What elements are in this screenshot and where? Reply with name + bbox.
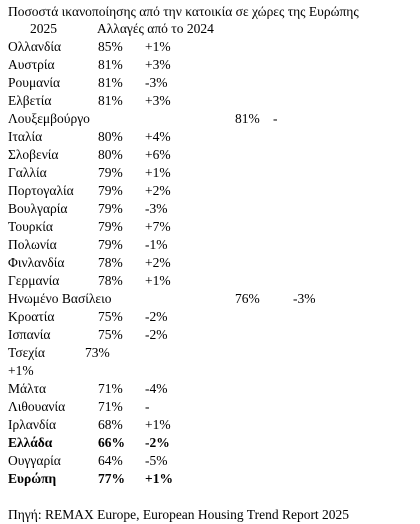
change-value: +4%	[145, 129, 171, 144]
country-name: Βουλγαρία	[8, 201, 68, 216]
table-row-total	[8, 470, 408, 488]
change-value: +3%	[145, 93, 171, 108]
change-value: -2%	[145, 435, 170, 450]
satisfaction-pct: 79%	[98, 201, 123, 216]
country-name: Πολωνία	[8, 237, 57, 252]
table-header	[8, 20, 408, 38]
satisfaction-pct: 64%	[98, 453, 123, 468]
table-row	[8, 92, 408, 110]
change-value: -5%	[145, 453, 168, 468]
table-row	[8, 380, 408, 398]
satisfaction-pct: 79%	[98, 165, 123, 180]
change-value: +1%	[8, 363, 34, 378]
table-row	[8, 344, 408, 378]
table-row	[8, 200, 408, 218]
country-name: Ευρώπη	[8, 471, 57, 486]
country-name: Ιταλία	[8, 129, 43, 144]
country-name: Ελβετία	[8, 93, 52, 108]
country-name: Πορτογαλία	[8, 183, 74, 198]
satisfaction-pct: 81%	[98, 75, 123, 90]
table-row	[8, 236, 408, 254]
satisfaction-pct: 79%	[98, 183, 123, 198]
country-name: Ιρλανδία	[8, 417, 57, 432]
table-row	[8, 272, 408, 290]
table-row	[8, 164, 408, 182]
change-value: +1%	[145, 471, 173, 486]
country-name: Ελλάδα	[8, 435, 53, 450]
change-value: +1%	[145, 39, 171, 54]
satisfaction-pct: 66%	[98, 435, 125, 450]
satisfaction-pct: 80%	[98, 129, 123, 144]
table-row	[8, 254, 408, 272]
satisfaction-pct: 71%	[98, 381, 123, 396]
table-row	[8, 218, 408, 236]
header-year: 2025	[30, 21, 57, 36]
satisfaction-pct: 75%	[98, 309, 123, 324]
satisfaction-pct: 79%	[98, 237, 123, 252]
country-name: Ουγγαρία	[8, 453, 61, 468]
change-value: -4%	[145, 381, 168, 396]
table-row	[8, 74, 408, 92]
change-value: +1%	[145, 417, 171, 432]
country-name: Αυστρία	[8, 57, 55, 72]
table-row	[8, 326, 408, 344]
table-row	[8, 416, 408, 434]
change-value: -3%	[145, 201, 168, 216]
change-value: +1%	[145, 273, 171, 288]
satisfaction-pct: 68%	[98, 417, 123, 432]
country-name: Σλοβενία	[8, 147, 59, 162]
satisfaction-pct: 78%	[98, 255, 123, 270]
country-name: Τσεχία	[8, 345, 45, 360]
table-row	[8, 38, 408, 56]
change-value: +1%	[145, 165, 171, 180]
satisfaction-pct: 71%	[98, 399, 123, 414]
table-row-highlighted	[8, 434, 408, 452]
country-name: Μάλτα	[8, 381, 47, 396]
table-row	[8, 56, 408, 74]
change-value: +2%	[145, 255, 171, 270]
satisfaction-pct: 85%	[98, 39, 123, 54]
change-value: +3%	[145, 57, 171, 72]
satisfaction-pct: 81%	[98, 93, 123, 108]
satisfaction-pct: 73%	[85, 345, 110, 360]
table-row	[8, 146, 408, 164]
country-name: Ολλανδία	[8, 39, 62, 54]
table-row	[8, 290, 408, 308]
change-value: -2%	[145, 327, 168, 342]
satisfaction-pct: 77%	[98, 471, 125, 486]
change-value: -1%	[145, 237, 168, 252]
country-name: Ηνωμένο Βασίλειο	[8, 291, 112, 306]
header-change: Αλλαγές από το 2024	[97, 21, 214, 36]
satisfaction-pct: 78%	[98, 273, 123, 288]
satisfaction-pct: 76%	[235, 291, 260, 306]
satisfaction-pct: 81%	[98, 57, 123, 72]
country-name: Τουρκία	[8, 219, 53, 234]
country-name: Λιθουανία	[8, 399, 66, 414]
source-note: Πηγή: REMAX Europe, European Housing Trend Report 2025	[8, 507, 350, 522]
table-row	[8, 182, 408, 200]
table-row	[8, 452, 408, 470]
change-value: +7%	[145, 219, 171, 234]
country-name: Λουξεμβούργο	[8, 111, 90, 126]
change-value: -	[145, 399, 150, 414]
table-row	[8, 398, 408, 416]
country-name: Γερμανία	[8, 273, 60, 288]
change-value: -2%	[145, 309, 168, 324]
document-page	[8, 0, 418, 522]
change-value: +2%	[145, 183, 171, 198]
table-row	[8, 128, 408, 146]
document-title: Ποσοστά ικανοποίησης από την κατοικία σε χώρες της Ευρώπης	[8, 4, 359, 19]
change-value: -	[273, 111, 278, 126]
change-value: -3%	[145, 75, 168, 90]
satisfaction-pct: 81%	[235, 111, 260, 126]
table-row	[8, 308, 408, 326]
satisfaction-pct: 75%	[98, 327, 123, 342]
country-name: Κροατία	[8, 309, 55, 324]
country-name: Ρουμανία	[8, 75, 61, 90]
change-value: +6%	[145, 147, 171, 162]
country-name: Ισπανία	[8, 327, 51, 342]
change-value: -3%	[293, 291, 316, 306]
satisfaction-pct: 80%	[98, 147, 123, 162]
country-name: Γαλλία	[8, 165, 47, 180]
satisfaction-pct: 79%	[98, 219, 123, 234]
country-name: Φινλανδία	[8, 255, 65, 270]
table-row	[8, 110, 408, 128]
